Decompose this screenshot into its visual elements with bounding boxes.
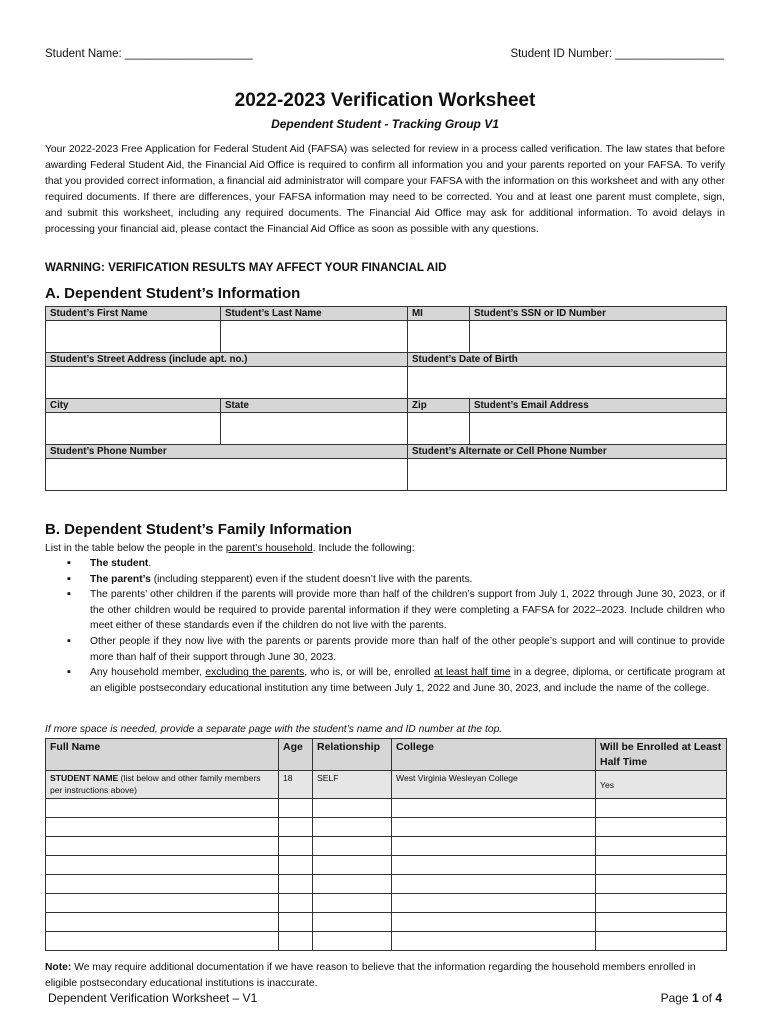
- page-title: 2022-2023 Verification Worksheet: [234, 90, 536, 111]
- last-name-field[interactable]: [221, 321, 408, 353]
- enrolled-cell[interactable]: Yes: [596, 771, 727, 799]
- email-label: Student’s Email Address: [470, 399, 727, 413]
- email-field[interactable]: [470, 413, 727, 445]
- full-name-header: Full Name: [46, 739, 279, 771]
- table-row: [46, 875, 727, 894]
- table-row: [46, 932, 727, 951]
- documentation-note: Note: We may require additional documentation if we have reason to believe that the information regarding the household members enrolled in eligible postsecondary educational institutions is inaccurate.: [45, 962, 696, 989]
- student-name-cell[interactable]: STUDENT NAME (list below and other family members per instructions above): [46, 771, 279, 799]
- relationship-cell[interactable]: SELF: [313, 771, 392, 799]
- relationship-header: Relationship: [313, 739, 392, 771]
- college-header: College: [392, 739, 596, 771]
- state-label: State: [221, 399, 408, 413]
- age-header: Age: [279, 739, 313, 771]
- zip-label: Zip: [408, 399, 470, 413]
- ssn-field[interactable]: [470, 321, 727, 353]
- household-criteria-list: [65, 556, 725, 696]
- list-item: ▪ Any household member, excluding the parents, who is, or will be, enrolled at least half time in a degree, diploma, or certificate program at an eligible postsecondary educational institution any time between July 1, 2022 and June 30, 2023, and include the name of the college.: [65, 665, 725, 696]
- dob-label: Student’s Date of Birth: [408, 353, 727, 367]
- mi-field[interactable]: [408, 321, 470, 353]
- list-item: ▪ The parent’s (including stepparent) even if the student doesn’t live with the parents.: [65, 572, 725, 588]
- mi-label: MI: [408, 307, 470, 321]
- last-name-label: Student’s Last Name: [221, 307, 408, 321]
- page-subtitle: Dependent Student - Tracking Group V1: [271, 117, 499, 131]
- alt-phone-label: Student’s Alternate or Cell Phone Number: [408, 445, 727, 459]
- list-intro: List in the table below the people in the parent’s household. Include the following:: [45, 543, 415, 554]
- phone-field[interactable]: [46, 459, 408, 491]
- zip-field[interactable]: [408, 413, 470, 445]
- phone-label: Student’s Phone Number: [46, 445, 408, 459]
- section-b-heading: B. Dependent Student’s Family Information: [45, 521, 352, 538]
- warning-text: WARNING: VERIFICATION RESULTS MAY AFFECT YOUR FINANCIAL AID: [45, 261, 447, 274]
- first-name-label: Student’s First Name: [46, 307, 221, 321]
- ssn-label: Student’s SSN or ID Number: [470, 307, 727, 321]
- list-item: ▪ Other people if they now live with the parents or parents provide more than half of the other people’s support and will continue to provide more than half of their support through June 30, 2023.: [65, 634, 725, 665]
- table-row: [46, 818, 727, 837]
- first-name-field[interactable]: [46, 321, 221, 353]
- parents-household-term: parent’s household: [225, 543, 313, 554]
- address-label: Student’s Street Address (include apt. no.): [46, 353, 408, 367]
- table-row: [46, 799, 727, 818]
- table-row: [46, 771, 727, 799]
- address-field[interactable]: [46, 367, 408, 399]
- alt-phone-field[interactable]: [408, 459, 727, 491]
- list-item: ▪ The parents’ other children if the parents will provide more than half of the children’s support from July 1, 2022 through June 30, 2023, or if the other children would be required to provide parental information if they were completing a FAFSA for 2022–2023. Include children who meet either of these standards even if the children do not live with the parents.: [65, 587, 725, 634]
- student-name-line: Student Name: ____________________: [45, 48, 253, 60]
- extra-space-note: If more space is needed, provide a separate page with the student’s name and ID number at the top.: [45, 724, 503, 735]
- family-members-table: [45, 738, 727, 951]
- city-field[interactable]: [46, 413, 221, 445]
- footer-title: Dependent Verification Worksheet – V1: [48, 991, 258, 1005]
- student-id-line: Student ID Number: _________________: [510, 48, 724, 60]
- page-number: Page 1 of 4: [660, 991, 722, 1005]
- table-row: [46, 856, 727, 875]
- intro-paragraph: Your 2022-2023 Free Application for Federal Student Aid (FAFSA) was selected for review in a process called verification. The law states that before awarding Federal Student Aid, the Financial Aid Office is required to confirm all information you and your parents reported on your FAFSA. To verify that you provided correct information, a financial aid administrator will compare your FAFSA with the information on this worksheet and with any other required documents. If there are differences, your FAFSA information may need to be corrected. You and at least one parent must complete, sign, and submit this worksheet, including any required documents. The Financial Aid Office may ask for additional information. To avoid delays in processing your financial aid, please contact the Financial Aid Office as soon as possible with any questions.: [45, 144, 725, 236]
- age-cell[interactable]: 18: [279, 771, 313, 799]
- table-row: [46, 913, 727, 932]
- student-info-table: [45, 306, 727, 491]
- state-field[interactable]: [221, 413, 408, 445]
- city-label: City: [46, 399, 221, 413]
- table-row: [46, 837, 727, 856]
- section-a-heading: A. Dependent Student’s Information: [45, 285, 301, 302]
- enrolled-header: Will be Enrolled at Least Half Time: [596, 739, 727, 771]
- college-cell[interactable]: West Virginia Wesleyan College: [392, 771, 596, 799]
- dob-field[interactable]: [408, 367, 727, 399]
- table-row: [46, 894, 727, 913]
- list-item: ▪ The student.: [65, 556, 725, 572]
